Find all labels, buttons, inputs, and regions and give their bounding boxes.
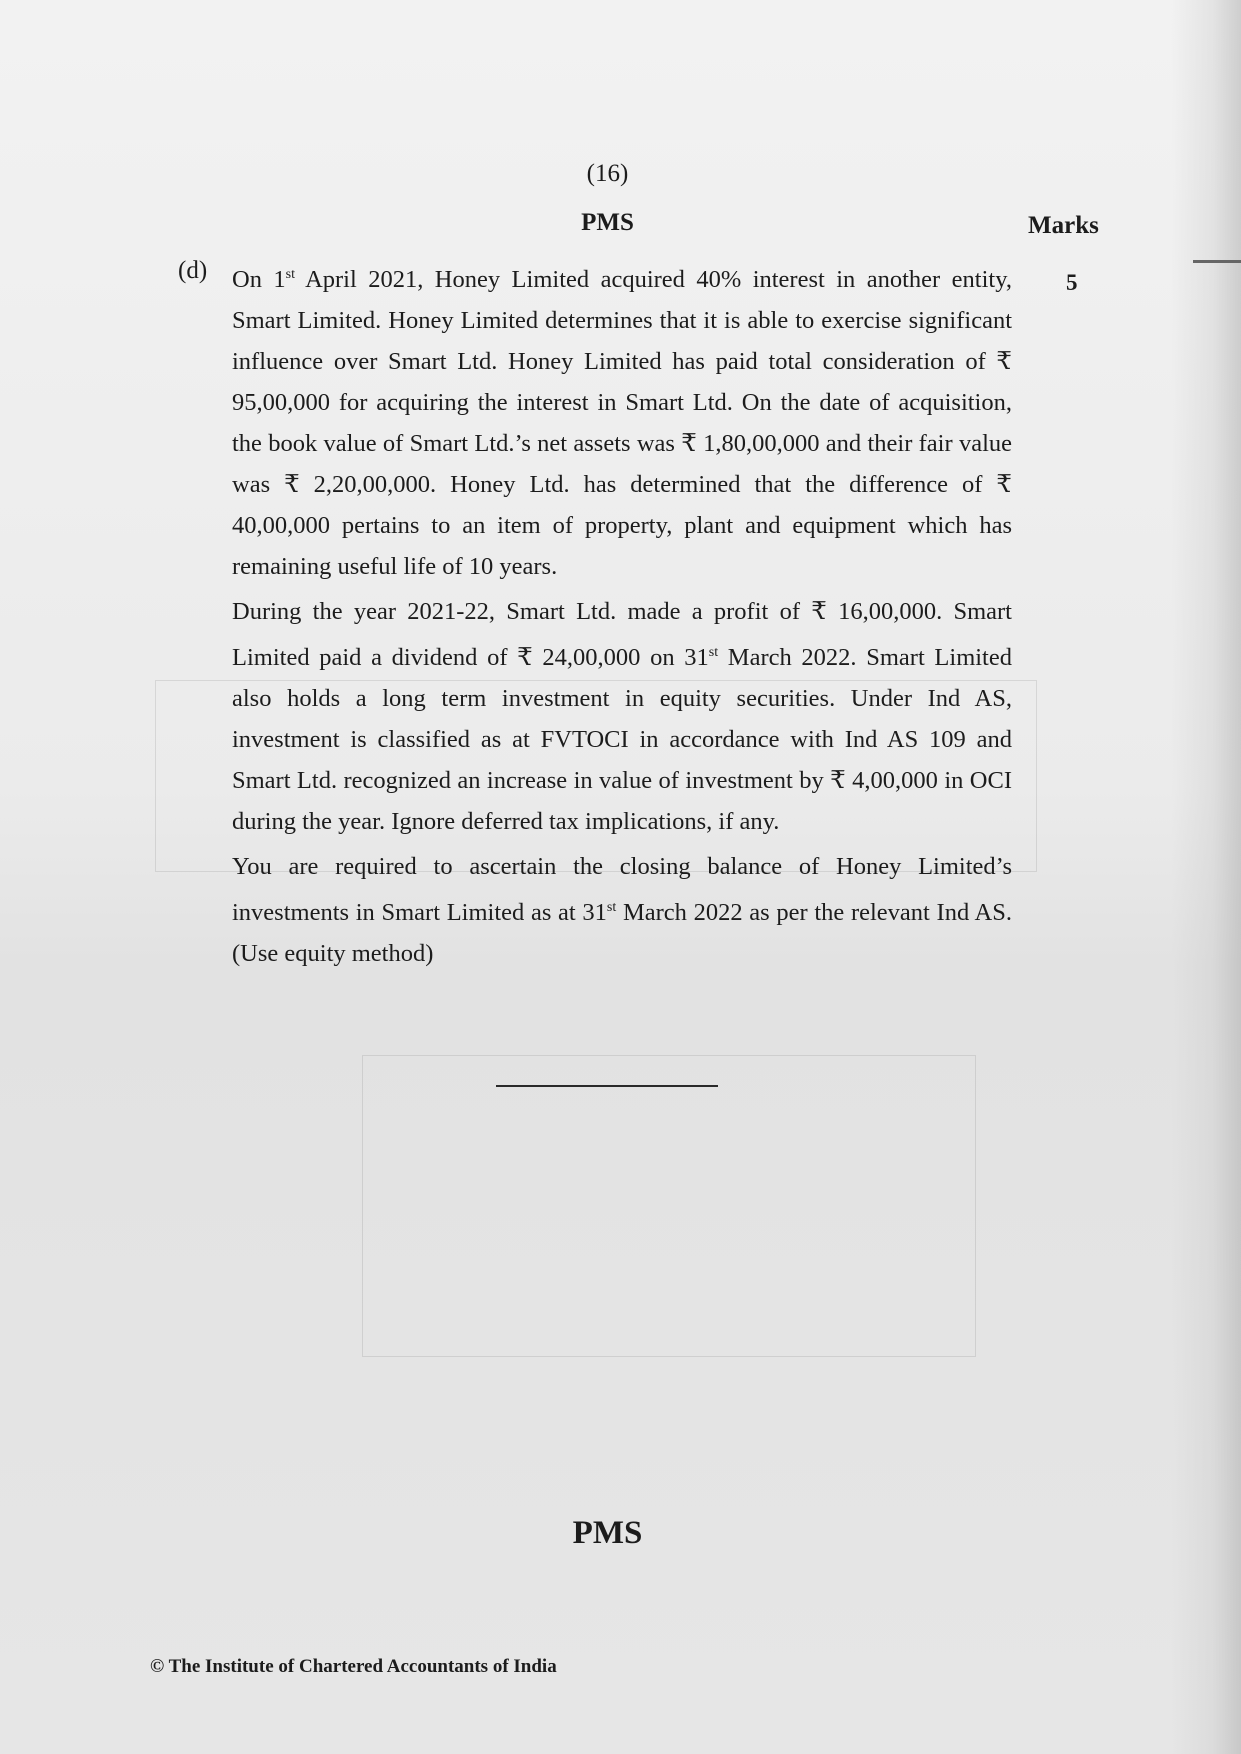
copyright-notice: © The Institute of Chartered Accountants of India: [150, 1656, 557, 1677]
page-edge-shadow: [1171, 0, 1241, 1754]
paragraph-1-superscript: st: [285, 267, 295, 282]
question-paragraph-1: [232, 254, 1012, 587]
paragraph-3-text-b: March 2022 as per the relevant Ind AS. (Use equity method): [232, 899, 1012, 968]
bleed-through-table: [362, 1055, 976, 1357]
paragraph-1-text: April 2021, Honey Limited acquired 40% interest in another entity, Smart Limited. Honey Limited determines that it is able to exercise significant influence over Smart Ltd. Honey Limited has paid total consideration of ₹ 95,00,000 for acquiring the interest in Smart Ltd. On the date of acquisition, the book value of Smart Ltd.’s net assets was ₹ 1,80,00,000 and their fair value was ₹ 2,20,00,000. Honey Ltd. has determined that the difference of ₹ 40,00,000 pertains to an item of property, plant and equipment which has remaining useful life of 10 years.: [232, 266, 1012, 581]
question-body: [232, 254, 1012, 974]
marks-column-heading: Marks: [1028, 212, 1099, 239]
question-label: (d): [178, 257, 208, 284]
end-of-question-rule: [496, 1085, 718, 1087]
paragraph-2-text-a: During the year 2021-22, Smart Ltd. made a profit of ₹ 16,00,000. Smart Limited paid a dividend of ₹ 24,00,000 on 31: [232, 598, 1012, 672]
question-paragraph-2: [232, 591, 1012, 842]
paragraph-2-superscript: st: [708, 645, 719, 661]
marks-value: 5: [1066, 270, 1078, 295]
page-number: (16): [586, 160, 629, 187]
paragraph-2-text-b: March 2022. Smart Limited also holds a long term investment in equity securities. Under Ind AS, investment is classified as at FVTOCI in accordance with Ind AS 109 and Smart Ltd. recognized an increase in value of investment by ₹ 4,00,000 in OCI during the year. Ignore deferred tax implications, if any.: [232, 644, 1012, 836]
paragraph-3-text-a: You are required to ascertain the closing balance of Honey Limited’s investments in Smart Limited as at 31: [232, 853, 1012, 927]
paragraph-1-lead: On 1: [232, 266, 286, 294]
header-paper-code: PMS: [581, 209, 634, 236]
footer-paper-code: PMS: [572, 1515, 643, 1551]
paragraph-3-superscript: st: [606, 900, 617, 916]
margin-tick-mark: [1193, 260, 1241, 263]
question-paragraph-3: [232, 846, 1012, 974]
